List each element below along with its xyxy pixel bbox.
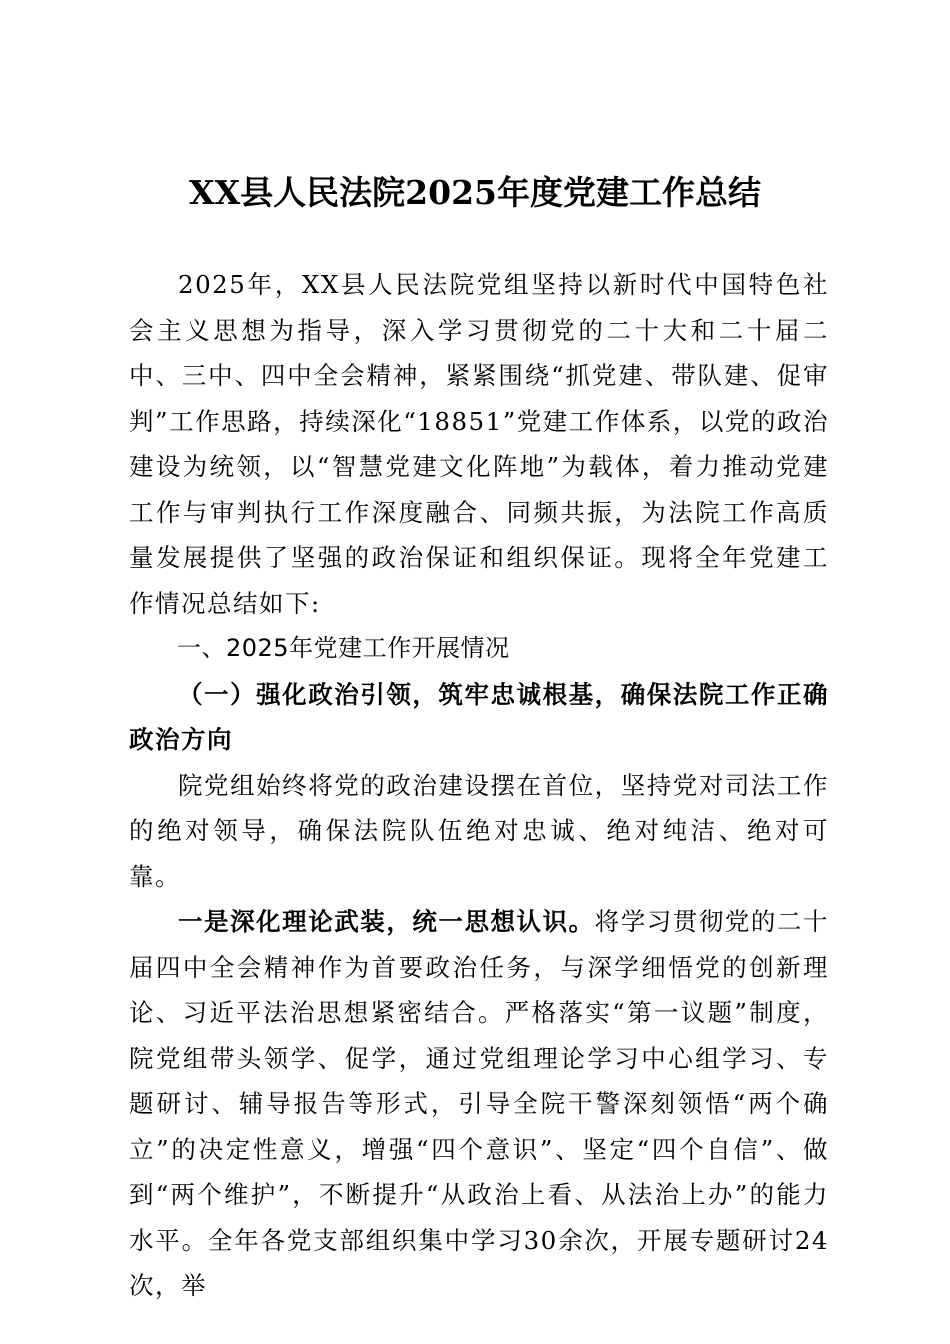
subsection-heading-1: （一）强化政治引领，筑牢忠诚根基，确保法院工作正确政治方向: [129, 679, 829, 754]
point-paragraph-1: [129, 899, 829, 1309]
intro-paragraph: 2025年，XX县人民法院党组坚持以新时代中国特色社会主义思想为指导，深入学习贯彻党的二十大和二十届二中、三中、四中全会精神，紧紧围绕“抓党建、带队建、促审判”工作思路，持续深化“18851”党建工作体系，以党的政治建设为统领，以“智慧党建文化阵地”为载体，着力推动党建工作与审判执行工作深度融合、同频共振，为法院工作高质量发展提供了坚强的政治保证和组织保证。现将全年党建工作情况总结如下:: [129, 270, 829, 618]
point-lead-1: 一是深化理论武装，统一思想认识。: [178, 907, 595, 936]
document-body: [129, 262, 829, 1309]
subsection-intro-paragraph: 院党组始终将党的政治建设摆在首位，坚持党对司法工作的绝对领导，确保法院队伍绝对忠诚、绝对纯洁、绝对可靠。: [129, 770, 829, 891]
section-heading-1: 一、2025年党建工作开展情况: [177, 634, 510, 662]
document-title: XX县人民法院2025年度党建工作总结: [188, 173, 762, 212]
point-body-1: 将学习贯彻党的二十届四中全会精神作为首要政治任务，与深学细悟党的创新理论、习近平法治思想紧密结合。严格落实“第一议题”制度，院党组带头领学、促学，通过党组理论学习中心组学习、专题研讨、辅导报告等形式，引导全院干警深刻领悟“两个确立”的决定性意义，增强“四个意识”、坚定“四个自信”、做到“两个维护”，不断提升“从政治上看、从法治上办”的能力水平。全年各党支部组织集中学习30余次，开展专题研讨24次，举: [129, 907, 830, 1300]
